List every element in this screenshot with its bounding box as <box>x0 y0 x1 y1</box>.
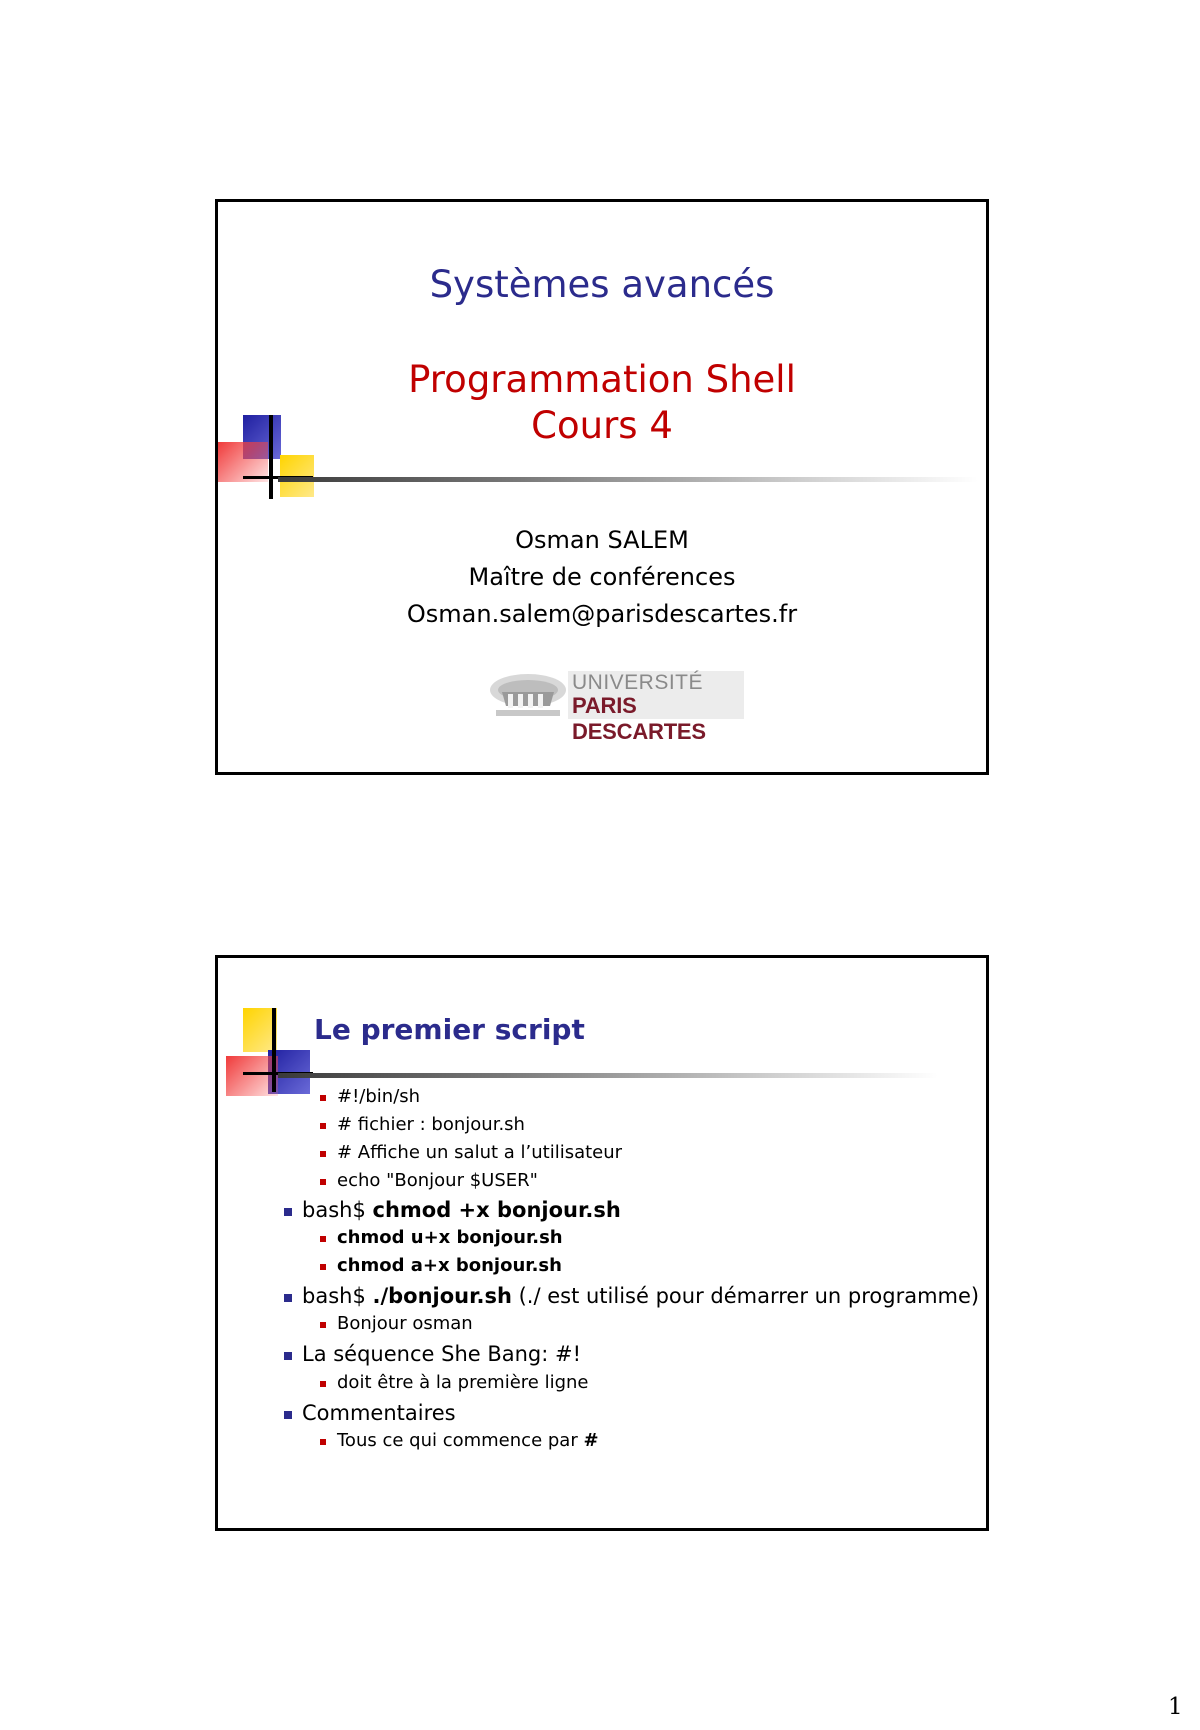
sub-bullet-square-icon <box>320 1381 326 1387</box>
list-item-text: #!/bin/sh <box>337 1086 421 1107</box>
university-logo <box>486 668 744 744</box>
list-item-text: echo "Bonjour $USER" <box>337 1170 538 1191</box>
sub-bullet-square-icon <box>320 1095 326 1101</box>
list-item-text: doit être à la première ligne <box>337 1372 589 1393</box>
list-item <box>302 1198 621 1222</box>
list-item <box>337 1313 473 1334</box>
logo-text-university: UNIVERSITÉ <box>572 671 704 694</box>
list-item <box>337 1142 622 1163</box>
author-email: Osman.salem@parisdescartes.fr <box>406 600 798 628</box>
sub-bullet-square-icon <box>320 1123 326 1129</box>
list-item-text: Commentaires <box>302 1401 456 1425</box>
list-item <box>337 1086 420 1107</box>
course-subtitle-line1: Programmation Shell <box>408 358 796 401</box>
list-item <box>337 1430 599 1451</box>
logo-text-paris-descartes: PARIS DESCARTES <box>572 693 706 744</box>
bullet-square-icon <box>284 1208 292 1216</box>
course-subtitle <box>218 357 986 449</box>
bullet-square-icon <box>284 1411 292 1419</box>
sub-bullet-square-icon <box>320 1151 326 1157</box>
presentation-title: Systèmes avancés <box>429 263 775 306</box>
list-item-text: chmod +x bonjour.sh <box>372 1198 621 1222</box>
list-item-text: # Affiche un salut a l’utilisateur <box>337 1142 623 1163</box>
sub-bullet-square-icon <box>320 1179 326 1185</box>
list-item-text: ./bonjour.sh <box>372 1284 512 1308</box>
slide-heading: Le premier script <box>314 1013 585 1046</box>
author-block <box>218 522 986 633</box>
list-item <box>302 1284 979 1308</box>
list-item <box>337 1372 588 1393</box>
author-role: Maître de conférences <box>468 563 736 591</box>
list-item-text: (./ est utilisé pour démarrer un programme) <box>511 1284 980 1308</box>
sub-bullet-square-icon <box>320 1322 326 1328</box>
author-name: Osman SALEM <box>515 526 689 554</box>
list-item <box>337 1227 563 1248</box>
title-slide <box>215 199 989 775</box>
list-item <box>337 1114 525 1135</box>
course-subtitle-line2: Cours 4 <box>531 404 673 447</box>
bullet-square-icon <box>284 1294 292 1302</box>
sub-bullet-square-icon <box>320 1264 326 1270</box>
list-item-text: bash$ <box>302 1284 373 1308</box>
list-item-text: # <box>583 1430 599 1451</box>
list-item <box>337 1170 538 1191</box>
sub-bullet-square-icon <box>320 1439 326 1445</box>
list-item-text: bash$ <box>302 1198 373 1222</box>
page-number: 1 <box>1168 1694 1183 1720</box>
bullet-square-icon <box>284 1352 292 1360</box>
sub-bullet-square-icon <box>320 1236 326 1242</box>
list-item <box>337 1255 562 1276</box>
list-item-text: # fichier : bonjour.sh <box>337 1114 525 1135</box>
list-item <box>302 1401 456 1425</box>
list-item-text: chmod u+x bonjour.sh <box>337 1227 563 1248</box>
list-item-text: Bonjour osman <box>337 1313 473 1334</box>
university-emblem-icon <box>486 670 568 720</box>
list-item-text: chmod a+x bonjour.sh <box>337 1255 562 1276</box>
content-slide <box>215 955 989 1531</box>
list-item <box>302 1342 581 1366</box>
list-item-text: Tous ce qui commence par <box>337 1430 584 1451</box>
list-item-text: La séquence She Bang: #! <box>302 1342 582 1366</box>
